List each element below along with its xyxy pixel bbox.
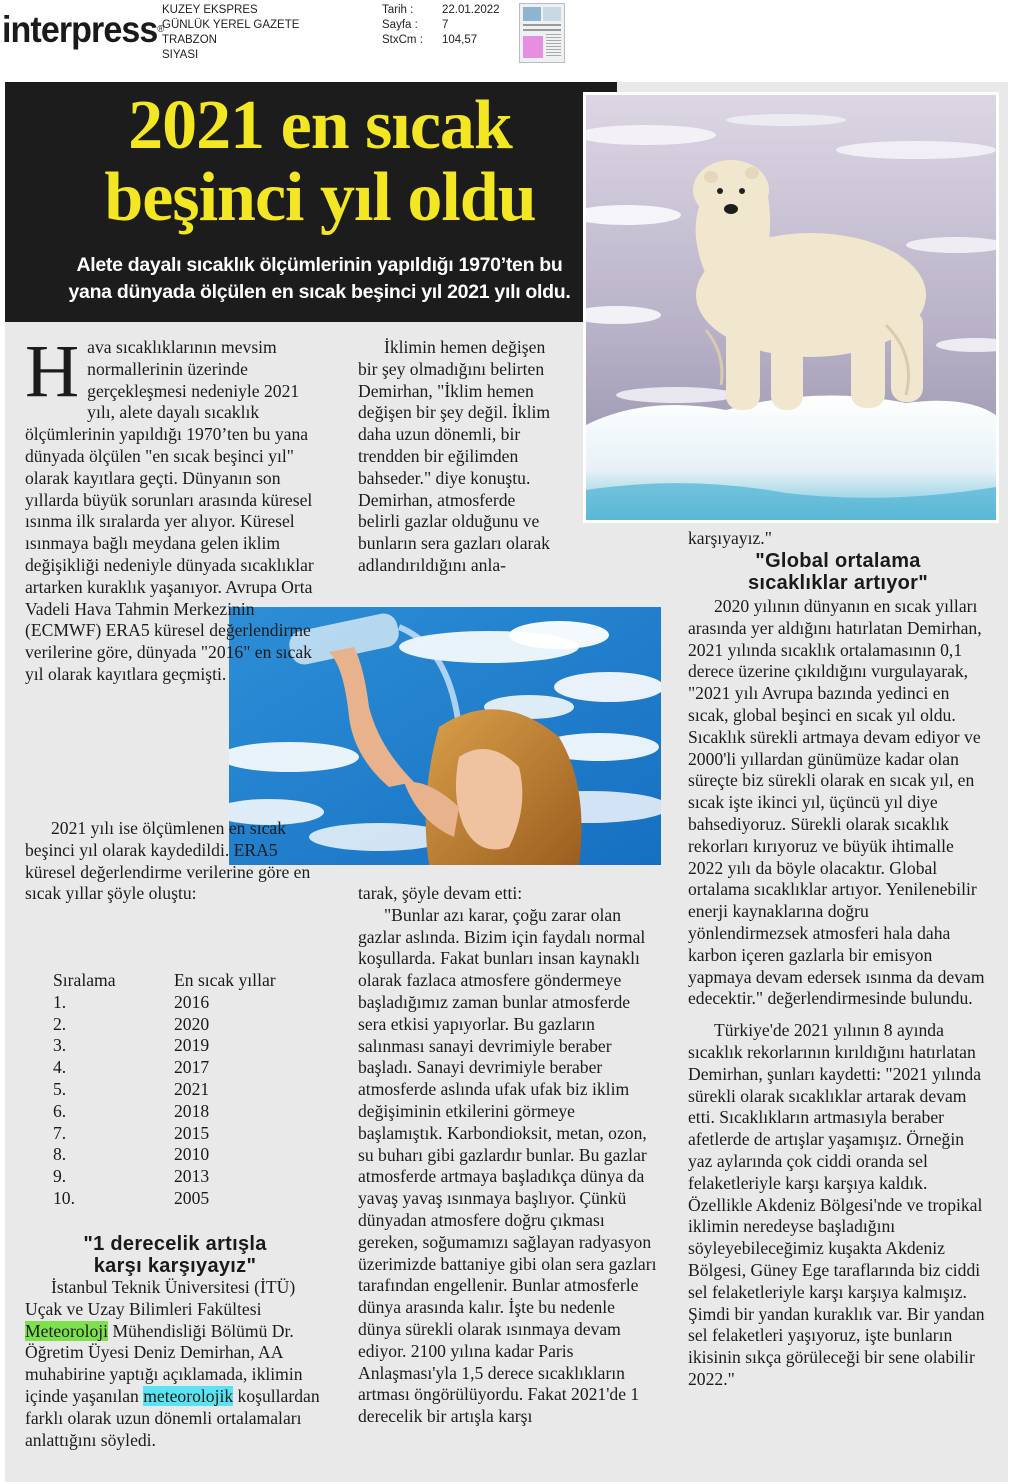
clip-source-info [162,3,299,63]
column-2-bottom [358,883,658,1428]
ranking-table [53,970,276,1210]
table-row: 5. 2021 [53,1078,210,1099]
column-1-cont [25,818,325,905]
table-row: 1. 2016 [53,991,210,1012]
col2-paragraph-1: İklimin hemen değişen bir şey olmadığını belirten Demirhan, "İklim hemen değişen bir şey değil. İklim daha uzun dönemli, bir trendden bir eğilimden bahseder." diye konuştu. Demirhan, atmosferde belirli gazlar olduğunu ve bunların sera gazları olarak adlandırıldığını anla- [358,337,551,575]
subheading-1: "1 derecelik artışla karşı karşıyayız" [83,1233,267,1277]
clip-meta-values [442,3,500,48]
polar-bear-image [586,95,996,520]
col3-paragraph-1: 2020 yılının dünyanın en sıcak yılları arasında yer aldığını hatırlatan Demirhan, 2021 yılında sıcaklık ortalamasının 0,1 derece üzerine çıkıldığını vurgulayarak, "2021 yılı Avrupa bazında yedinci en sıcak, global beşinci en sıcak yıl oldu. Sıcaklık sürekli artmaya devam ediyor ve 2000'li yıllardan günümüze kadar olan süreçte biz sürekli olarak en sıcak yıl, en sıcak işte ikinci yıl, üçüncü yıl diye bahsediyoruz. Sürekli olarak sıcaklık rekorları kırıyoruz ve büyük ihtimalle 2022 yılı da böyle olacaktır. Global ortalama sıcaklıklar artıyor. Yenilenebilir enerji kaynaklarına doğru yönlendirmezsek atmosferi hala daha karbon içeren gazlarla bir emisyon yapmaya devam edersek ısınma da devam edecektir." değerlendirmesinde bulundu. [688,596,985,1009]
col1-paragraph-3: İstanbul Teknik Üniversitesi (İTÜ) Uçak ve Uzay Bilimleri Fakültesi Meteoroloji Mühendisliği Bölümü Dr. Öğretim Üyesi Deniz Demirhan, AA muhabirine yaptığı açıklamada, iklimin içinde yaşanılan meteorolojik koşullardan farklı olarak uzun dönemli ortalamaları anlattığını söyledi. [25,1277,320,1450]
headline [20,87,620,236]
col2-paragraph-3: "Bunlar azı karar, çoğu zarar olan gazlar aslında. Bizim için faydalı normal koşullarda. Fakat bunları insan kaynaklı olarak fazlaca atmosfere göndermeye başladığımız zaman bunlar atmosferde sera etkisi yapıyorlar. Bu gazların salınması sanayi devrimiyle beraber başladı. Sanayi devrimiyle beraber atmosferde aslında ufak ufak biz iklim değişiminin etkilerini görmeye başlamıştık. Karbondioksit, metan, ozon, su buharı gibi gazlardır bunlar. Bu gazlar atmosferde artmaya başladıkça dünya da yavaş yavaş ısınmaya başlıyor. Çünkü dünyadan atmosfere doğru çıkması gereken, soğumamızı sağlayan radyasyon üzerimizde battaniye gibi olan sera gazları tarafından engellenir. Bunlar atmosferle dünya arasında kalır. İşte bu nedenle dünya sürekli olarak ısınmaya devam ediyor. 2100 yılına kadar Paris Anlaşması'yla 1,5 derece sıcaklıkların artması öngörülüyordu. Fakat 2021'de 1 derecelik bir artışla karşı [358,904,657,1427]
column-1-bottom [25,1277,325,1451]
ranking-header [53,970,276,992]
spot-text [22,252,617,306]
highlight-meteoroloji: Meteoroloji [25,1320,109,1341]
table-row: 10. 2005 [53,1187,210,1208]
table-row: 8. 2010 [53,1144,210,1165]
clip-meta-labels [382,3,423,48]
table-row: 4. 2017 [53,1057,210,1078]
year-header: En sıcak yıllar [174,970,276,990]
ranking-table-grid [53,970,276,1210]
table-row: 3. 2019 [53,1035,210,1056]
spot-line-2: yana dünyada ölçülen en sıcak beşinci yıl 2021 yılı oldu. [68,281,571,303]
col3-paragraph-2: Türkiye'de 2021 yılının 8 ayında sıcaklık rekorlarının kırıldığını hatırlatan Demirhan, şunları kaydetti: "2021 yılında sürekli olarak sıcaklıklar artarak devam etti. Sıcaklıkların artmasıyla beraber afetlerde de artışlar yaşamışız. Örneğin yaz aylarında çok ciddi oranda sel felaketleriyle karşı karşıya kaldık. Özellikle Akdeniz Bölgesi'nde ve tropikal iklimin neredeyse başladığını söyleyebileceğimiz kuşakta Akdeniz Bölgesi, Güney Ege taraflarında biz ciddi sel felaketleriyle karşı karşıya kalmışız. Şimdi bir yandan kuraklık var. Bir yandan sel felaketleri yaşıyoruz, işte bunların ikisinin sıkça görüleceği bir sene olabilir 2022." [688,1020,985,1389]
publication-section: SIYASI [162,49,199,61]
publication-city: TRABZON [162,34,217,46]
headline-line-2: beşinci yıl oldu [104,159,536,236]
col3-paragraph-0: karşıyayız." [688,528,772,548]
publication-type: GÜNLÜK YEREL GAZETE [162,19,300,31]
highlight-meteorolojik: meteorolojik [143,1385,234,1406]
interpress-logo: interpress® [2,9,164,50]
col2-paragraph-2: tarak, şöyle devam etti: [358,883,523,903]
table-row: 9. 2013 [53,1166,210,1187]
page-thumbnail [519,3,565,63]
subheading-2: "Global ortalama sıcaklıklar artıyor" [747,550,929,594]
dropcap: H [25,330,80,413]
date-value: 22.01.2022 [442,4,500,16]
table-row: 2. 2020 [53,1013,210,1034]
publication-name: KUZEY EKSPRES [162,4,258,16]
column-1 [25,330,325,686]
headline-line-1: 2021 en sıcak [128,87,512,164]
col1-paragraph-2: 2021 yılı ise ölçümlenen en sıcak beşinci yıl olarak kaydedildi. ERA5 küresel değerlendirme verilerine göre en sıcak yıllar şöyle oluştu: [25,818,311,904]
page-value: 7 [442,19,449,31]
rank-header: Sıralama [53,970,116,990]
table-row: 6. 2018 [53,1100,210,1121]
column-3 [688,528,988,550]
stxcm-label: StxCm : [382,34,423,46]
page-label: Sayfa : [382,19,418,31]
column-2-top [358,337,558,577]
column-3-body [688,596,990,1391]
date-label: Tarih : [382,4,414,16]
col1-paragraph-1: Hava sıcaklıklarının mevsim normallerinin üzerinde gerçekleşmesi nedeniyle 2021 yılı, alete dayalı sıcaklık ölçümlerinin yapıldığı 1970’ten bu yana dünyada ölçülen "en sıcak beşinci yıl" olarak kayıtlara geçti. Dünyanın son yıllarda büyük sorunları arasında küresel ısınma ilk sıralarda yer alıyor. Küresel ısınmaya bağlı meydana gelen iklim değişikliği nedeniyle dünyada sıcaklıklar artarken kuraklık yaşanıyor. Avrupa Orta Vadeli Hava Tahmin Merkezinin (ECMWF) ERA5 küresel değerlendirme verilerine göre, dünyada "2016" en sıcak yıl olarak kayıtlara geçmişti. [25,330,314,684]
spot-line-1: Alete dayalı sıcaklık ölçümlerinin yapıldığı 1970’ten bu [76,254,563,276]
table-row: 7. 2015 [53,1122,210,1143]
stxcm-value: 104,57 [442,34,478,46]
polar-bear-photo [583,92,999,523]
